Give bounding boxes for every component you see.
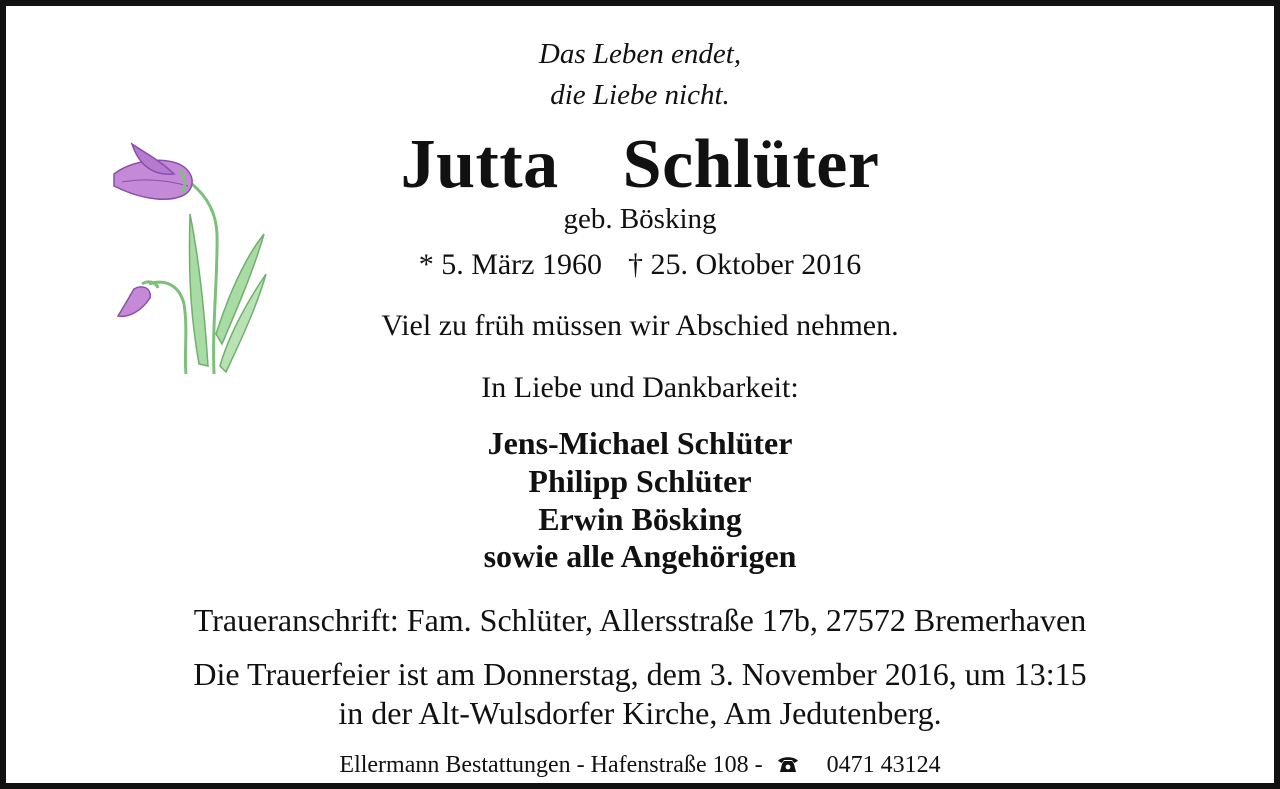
undertaker-address: Ellermann Bestattungen - Hafenstraße 108 - xyxy=(339,752,763,778)
mourning-address: Traueranschrift: Fam. Schlüter, Allersstraße 17b, 27572 Bremerhaven xyxy=(193,602,1087,638)
death-date: † 25. Oktober 2016 xyxy=(627,248,862,281)
farewell-message: Viel zu früh müssen wir Abschied nehmen. xyxy=(381,309,899,342)
motto-line-1: Das Leben endet, xyxy=(538,38,742,70)
motto-line-2: die Liebe nicht. xyxy=(550,79,730,111)
dedication: In Liebe und Dankbarkeit: xyxy=(481,371,799,404)
service-line-1: Die Trauerfeier ist am Donnerstag, dem 3. November 2016, um 13:15 xyxy=(193,656,1087,692)
mourner-name: sowie alle Angehörigen xyxy=(483,538,797,574)
birth-name: geb. Bösking xyxy=(563,203,717,235)
mourner-name: Erwin Bösking xyxy=(538,501,742,537)
undertaker-phone: 0471 43124 xyxy=(826,752,941,778)
service-line-2: in der Alt-Wulsdorfer Kirche, Am Jedutenberg. xyxy=(338,695,942,731)
telephone-icon xyxy=(777,755,799,773)
mourner-name: Philipp Schlüter xyxy=(528,463,752,499)
birth-date: * 5. März 1960 xyxy=(418,248,602,281)
undertaker-footer xyxy=(6,753,1274,777)
mourner-name: Jens-Michael Schlüter xyxy=(487,425,793,461)
life-dates xyxy=(6,250,1274,280)
deceased-name: Jutta Schlüter xyxy=(400,126,880,203)
